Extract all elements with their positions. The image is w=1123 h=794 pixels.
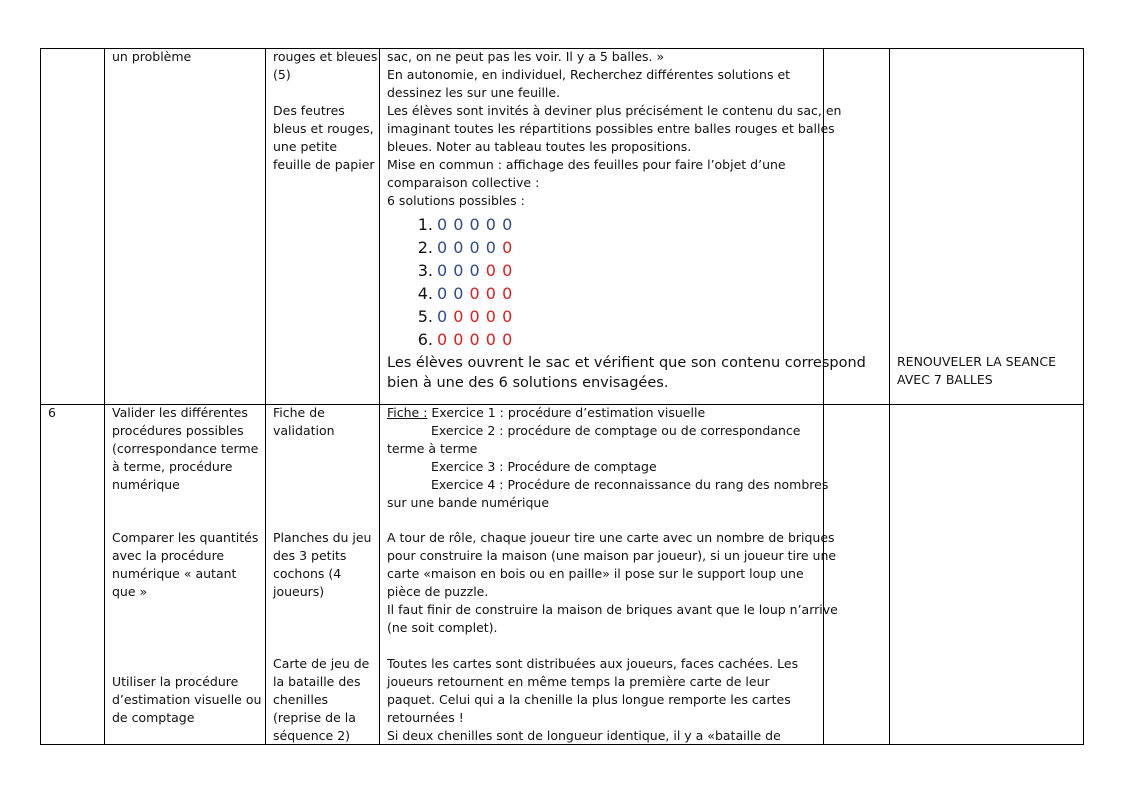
battle-line: Toutes les cartes sont distribuées aux joueurs, faces cachées. Les: [387, 656, 799, 671]
objective-line: que »: [112, 584, 148, 599]
material-line: Planches du jeu: [273, 530, 372, 545]
column-divider: [889, 48, 890, 745]
material-line: rouges et bleues: [273, 49, 378, 64]
fiche-line: sur une bande numérique: [387, 495, 550, 510]
solution-item: 1. 0 0 0 0 0: [417, 215, 513, 234]
solutions-list: [387, 213, 866, 351]
row2-material-3: [273, 655, 369, 745]
objective-line: Utiliser la procédure: [112, 674, 239, 689]
column-divider: [379, 48, 380, 745]
activity-line: comparaison collective :: [387, 175, 540, 190]
battle-line: retournées !: [387, 710, 464, 725]
activity-line: imaginant toutes les répartitions possibles entre balles rouges et balles: [387, 121, 835, 136]
material-line: Carte de jeu de: [273, 656, 370, 671]
game-line: pour construire la maison (une maison par joueur), si un joueur tire une: [387, 548, 837, 563]
game-line: pièce de puzzle.: [387, 584, 489, 599]
row2-material-1: [273, 404, 335, 440]
column-divider: [104, 48, 105, 745]
material-line: Des feutres: [273, 103, 345, 118]
column-divider: [265, 48, 266, 745]
row1-objective-cell: [112, 48, 191, 66]
solution-item: 4. 0 0 0 0 0: [417, 284, 513, 303]
activity-line: Les élèves sont invités à deviner plus précisément le contenu du sac, en: [387, 103, 842, 118]
session-number: 6: [48, 405, 56, 420]
row2-material-2: [273, 529, 371, 601]
activity-line: En autonomie, en individuel, Recherchez différentes solutions et: [387, 67, 791, 82]
material-line: feuille de papier: [273, 157, 375, 172]
row1-activity-cell: [387, 48, 866, 393]
objective-line: Valider les différentes: [112, 405, 248, 420]
battle-line: joueurs retournent en même temps la première carte de leur: [387, 674, 770, 689]
objective-line: de comptage: [112, 710, 195, 725]
objective-line: numérique « autant: [112, 566, 237, 581]
column-divider: [40, 48, 41, 745]
table-border-right: [1083, 48, 1084, 745]
objective-line: procédures possibles: [112, 423, 244, 438]
objective-text: un problème: [112, 49, 192, 64]
row2-objective-3: [112, 673, 261, 727]
row1-material-cell: [273, 48, 377, 174]
row2-objective-2: [112, 529, 258, 601]
row2-activity-game: [387, 529, 838, 637]
activity-line: 6 solutions possibles :: [387, 193, 525, 208]
row2-objective-1: [112, 404, 258, 494]
material-line: Fiche de: [273, 405, 325, 420]
conclusion-line: bien à une des 6 solutions envisagées.: [387, 375, 669, 391]
solution-item: 3. 0 0 0 0 0: [417, 261, 513, 280]
material-line: (5): [273, 67, 291, 82]
objective-line: Comparer les quantités: [112, 530, 259, 545]
material-line: une petite: [273, 139, 338, 154]
material-line: la bataille des: [273, 674, 361, 689]
material-line: bleus et rouges,: [273, 121, 374, 136]
game-line: Il faut finir de construire la maison de briques avant que le loup n’arrive: [387, 602, 838, 617]
remark-line: AVEC 7 BALLES: [897, 372, 993, 387]
remark-line: RENOUVELER LA SEANCE: [897, 354, 1057, 369]
battle-line: paquet. Celui qui a la chenille la plus longue remporte les cartes: [387, 692, 791, 707]
activity-line: dessinez les sur une feuille.: [387, 85, 561, 100]
activity-line: Mise en commun : affichage des feuilles pour faire l’objet d’une: [387, 157, 786, 172]
material-line: chenilles: [273, 692, 329, 707]
fiche-line: Exercice 3 : Procédure de comptage: [431, 459, 657, 474]
material-line: (reprise de la: [273, 710, 356, 725]
row1-remarks-cell: [897, 353, 1056, 389]
material-line: des 3 petits: [273, 548, 347, 563]
material-line: joueurs): [273, 584, 325, 599]
fiche-label: Fiche :: [387, 405, 428, 420]
game-line: (ne soit complet).: [387, 620, 498, 635]
row2-number-cell: [48, 404, 56, 422]
objective-line: avec la procédure: [112, 548, 225, 563]
fiche-line: Exercice 2 : procédure de comptage ou de correspondance: [431, 423, 801, 438]
battle-line: Si deux chenilles sont de longueur identique, il y a «bataille de: [387, 728, 781, 743]
objective-line: à terme, procédure: [112, 459, 233, 474]
fiche-line: terme à terme: [387, 441, 478, 456]
activity-line: bleues. Noter au tableau toutes les propositions.: [387, 139, 692, 154]
row2-activity-fiche: [387, 404, 828, 512]
fiche-line: Exercice 4 : Procédure de reconnaissance du rang des nombres: [431, 477, 829, 492]
game-line: carte «maison en bois ou en paille» il pose sur le support loup une: [387, 566, 804, 581]
objective-line: (correspondance terme: [112, 441, 259, 456]
row2-activity-battle: [387, 655, 798, 745]
activity-line: sac, on ne peut pas les voir. Il y a 5 balles. »: [387, 49, 665, 64]
objective-line: numérique: [112, 477, 180, 492]
solution-item: 2. 0 0 0 0 0: [417, 238, 513, 257]
fiche-line: Fiche : Exercice 1 : procédure d’estimation visuelle: [387, 405, 706, 420]
objective-line: d’estimation visuelle ou: [112, 692, 262, 707]
solution-item: 6. 0 0 0 0 0: [417, 330, 513, 349]
solution-item: 5. 0 0 0 0 0: [417, 307, 513, 326]
material-line: séquence 2): [273, 728, 351, 743]
conclusion-line: Les élèves ouvrent le sac et vérifient que son contenu correspond: [387, 355, 866, 371]
material-line: cochons (4: [273, 566, 342, 581]
game-line: A tour de rôle, chaque joueur tire une carte avec un nombre de briques: [387, 530, 835, 545]
material-line: validation: [273, 423, 335, 438]
